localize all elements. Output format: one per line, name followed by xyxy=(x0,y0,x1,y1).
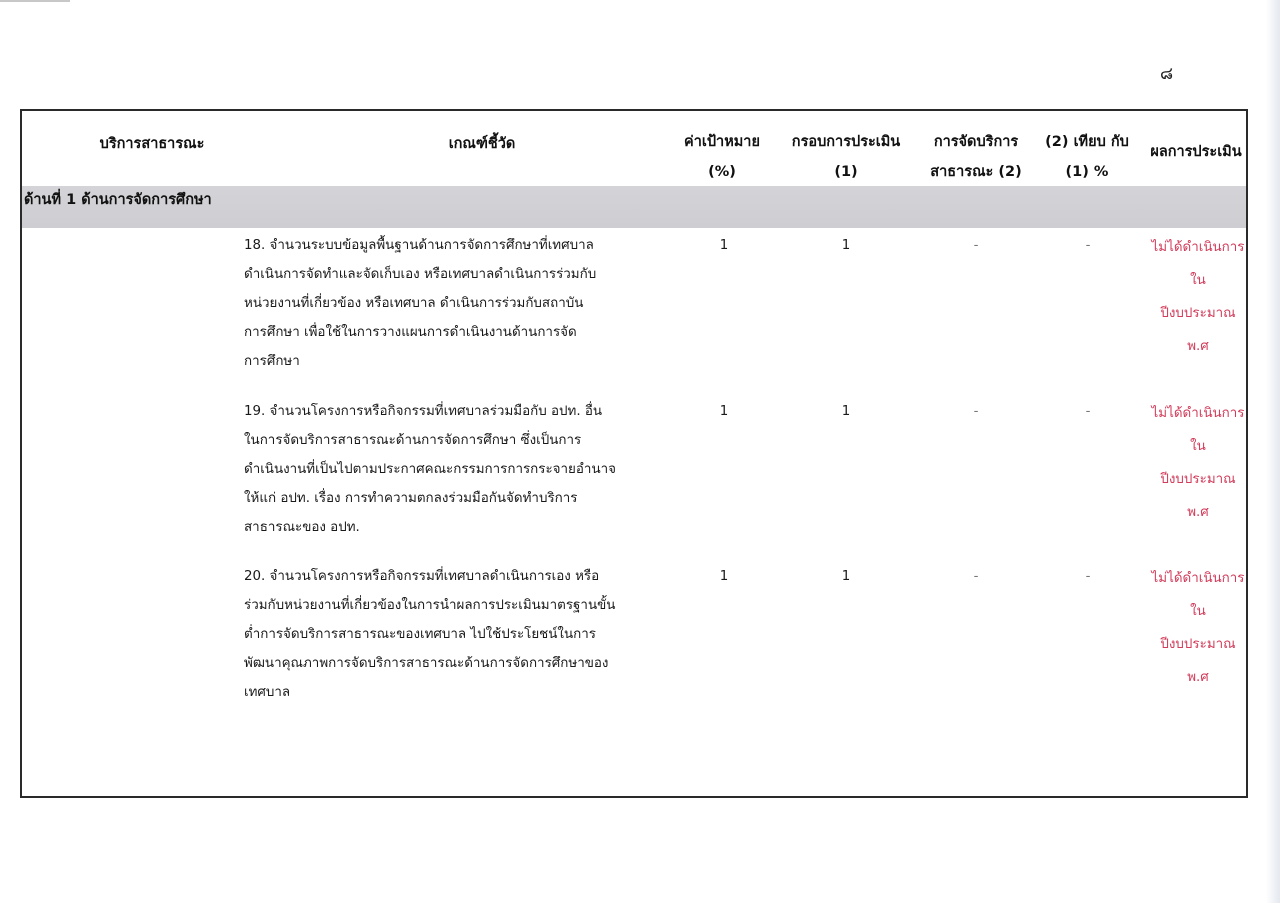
provision-value: - xyxy=(973,569,979,584)
header-frame-line2: (1) xyxy=(834,164,858,180)
header-frame xyxy=(774,127,918,187)
result-line: ใน xyxy=(1190,604,1206,619)
indicator-line: ต่ำการจัดบริการสาธารณะของเทศบาล ไปใช้ประโยชน์ในการ xyxy=(244,627,596,642)
result-line: ไม่ได้ดำเนินการ xyxy=(1151,406,1245,421)
section-title: ด้านที่ 1 ด้านการจัดการศึกษา xyxy=(24,192,212,208)
header-provision-line1: การจัดบริการ xyxy=(933,134,1019,150)
result-line: ปีงบประมาณ xyxy=(1160,306,1236,321)
header-result-label: ผลการประเมิน xyxy=(1150,144,1242,160)
indicator-line: หน่วยงานที่เกี่ยวข้อง หรือเทศบาล ดำเนินการร่วมกับสถาบัน xyxy=(244,296,584,311)
frame-value: 1 xyxy=(841,569,851,584)
indicator-line: 20. จำนวนโครงการหรือกิจกรรมที่เทศบาลดำเนินการเอง หรือ xyxy=(244,569,600,584)
provision-value: - xyxy=(973,404,979,419)
header-target xyxy=(664,127,780,187)
indicator-line: เทศบาล xyxy=(244,685,291,700)
indicator-line: 18. จำนวนระบบข้อมูลพื้นฐานด้านการจัดการศึกษาที่เทศบาล xyxy=(244,238,594,253)
header-provision-line2: สาธารณะ (2) xyxy=(930,164,1022,180)
indicator-text xyxy=(244,231,684,376)
header-compare xyxy=(1032,127,1142,187)
header-service xyxy=(62,129,242,159)
result-text xyxy=(1134,231,1262,363)
table-row xyxy=(22,397,1246,557)
indicator-line: ร่วมกับหน่วยงานที่เกี่ยวข้องในการนำผลการประเมินมาตรฐานขั้น xyxy=(244,598,616,613)
result-line: ใน xyxy=(1190,273,1206,288)
indicator-line: ดำเนินงานที่เป็นไปตามประกาศคณะกรรมการการกระจายอำนาจ xyxy=(244,462,616,477)
indicator-line: ให้แก่ อปท. เรื่อง การทำความตกลงร่วมมือกันจัดทำบริการ xyxy=(244,491,578,506)
section-band xyxy=(22,186,1246,228)
indicator-line: สาธารณะของ อปท. xyxy=(244,520,360,535)
result-line: ปีงบประมาณ xyxy=(1160,637,1236,652)
indicator-line: พัฒนาคุณภาพการจัดบริการสาธารณะด้านการจัดการศึกษาของ xyxy=(244,656,609,671)
header-target-line1: ค่าเป้าหมาย xyxy=(684,134,760,150)
result-line: ไม่ได้ดำเนินการ xyxy=(1151,571,1245,586)
result-text xyxy=(1134,397,1262,529)
indicator-text xyxy=(244,562,684,707)
indicator-line: 19. จำนวนโครงการหรือกิจกรรมที่เทศบาลร่วมมือกับ อปท. อื่น xyxy=(244,404,603,419)
assessment-table xyxy=(20,109,1248,798)
frame-value: 1 xyxy=(841,404,851,419)
result-text xyxy=(1134,562,1262,694)
result-line: ใน xyxy=(1190,439,1206,454)
result-line: พ.ศ xyxy=(1187,339,1209,354)
scan-edge xyxy=(1266,0,1280,903)
indicator-line: การศึกษา xyxy=(244,354,300,369)
table-row xyxy=(22,231,1246,391)
result-line: ไม่ได้ดำเนินการ xyxy=(1151,240,1245,255)
target-value: 1 xyxy=(719,404,729,419)
provision-value: - xyxy=(973,238,979,253)
indicator-line: การศึกษา เพื่อใช้ในการวางแผนการดำเนินงานด้านการจัด xyxy=(244,325,577,340)
header-target-line2: (%) xyxy=(708,164,736,180)
header-compare-line2: (1) % xyxy=(1065,164,1109,180)
header-compare-line1: (2) เทียบ กับ xyxy=(1045,134,1129,150)
frame-value: 1 xyxy=(841,238,851,253)
compare-value: - xyxy=(1085,569,1091,584)
target-value: 1 xyxy=(719,569,729,584)
header-service-label: บริการสาธารณะ xyxy=(99,136,205,152)
indicator-line: ดำเนินการจัดทำและจัดเก็บเอง หรือเทศบาลดำเนินการร่วมกับ xyxy=(244,267,597,282)
result-line: ปีงบประมาณ xyxy=(1160,472,1236,487)
result-line: พ.ศ xyxy=(1187,505,1209,520)
compare-value: - xyxy=(1085,238,1091,253)
header-indicator-label: เกณฑ์ชี้วัด xyxy=(448,136,516,152)
target-value: 1 xyxy=(719,238,729,253)
indicator-text xyxy=(244,397,684,542)
header-frame-line1: กรอบการประเมิน xyxy=(791,134,901,150)
header-provision xyxy=(916,127,1036,187)
indicator-line: ในการจัดบริการสาธารณะด้านการจัดการศึกษา ซึ่งเป็นการ xyxy=(244,433,582,448)
scan-mark xyxy=(0,0,70,2)
result-line: พ.ศ xyxy=(1187,670,1209,685)
table-row xyxy=(22,562,1246,722)
page-number: ๘ xyxy=(1160,64,1174,84)
header-result xyxy=(1136,137,1256,167)
header-indicator xyxy=(372,129,592,159)
compare-value: - xyxy=(1085,404,1091,419)
